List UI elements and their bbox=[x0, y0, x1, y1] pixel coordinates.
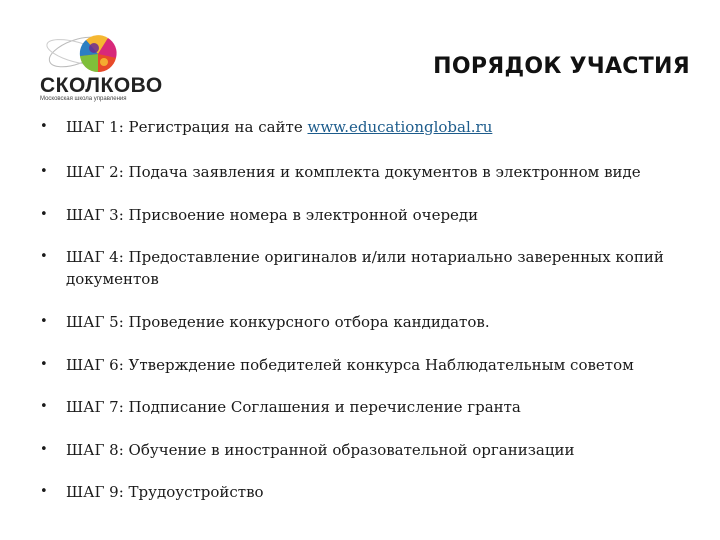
step-text: ШАГ 4: Предоставление оригиналов и/или нотариально заверенных копий документов bbox=[66, 248, 664, 288]
step-text: ШАГ 2: Подача заявления и комплекта документов в электронном виде bbox=[66, 163, 641, 181]
list-item bbox=[40, 161, 690, 183]
list-item bbox=[40, 481, 690, 503]
page-title: ПОРЯДОК УЧАСТИЯ bbox=[433, 54, 690, 79]
step-text: ШАГ 6: Утверждение победителей конкурса Наблюдательным советом bbox=[66, 356, 634, 374]
bullet-icon: • bbox=[40, 249, 48, 264]
step-text: ШАГ 1: Регистрация на сайте bbox=[66, 118, 308, 136]
bullet-icon: • bbox=[40, 119, 48, 134]
list-item bbox=[40, 439, 690, 461]
step-text: ШАГ 5: Проведение конкурсного отбора кандидатов. bbox=[66, 313, 490, 331]
list-item bbox=[40, 311, 690, 333]
website-link[interactable]: www.educationglobal.ru bbox=[307, 118, 493, 136]
bullet-icon: • bbox=[40, 164, 48, 179]
list-item bbox=[40, 116, 690, 138]
step-text: ШАГ 3: Присвоение номера в электронной очереди bbox=[66, 206, 479, 224]
bullet-icon: • bbox=[40, 314, 48, 329]
bullet-icon: • bbox=[40, 207, 48, 222]
list-item bbox=[40, 246, 690, 290]
step-text: ШАГ 9: Трудоустройство bbox=[66, 483, 264, 501]
list-item bbox=[40, 354, 690, 376]
logo-tagline: Московская школа управления bbox=[40, 96, 127, 102]
bullet-icon: • bbox=[40, 442, 48, 457]
list-item bbox=[40, 204, 690, 226]
step-text: ШАГ 8: Обучение в иностранной образовательной организации bbox=[66, 441, 575, 459]
list-item bbox=[40, 396, 690, 418]
step-text: ШАГ 7: Подписание Соглашения и перечисление гранта bbox=[66, 398, 521, 416]
bullet-icon: • bbox=[40, 399, 48, 414]
bullet-icon: • bbox=[40, 484, 48, 499]
bullet-icon: • bbox=[40, 357, 48, 372]
logo-wordmark: СКОЛКОВО bbox=[40, 74, 163, 97]
